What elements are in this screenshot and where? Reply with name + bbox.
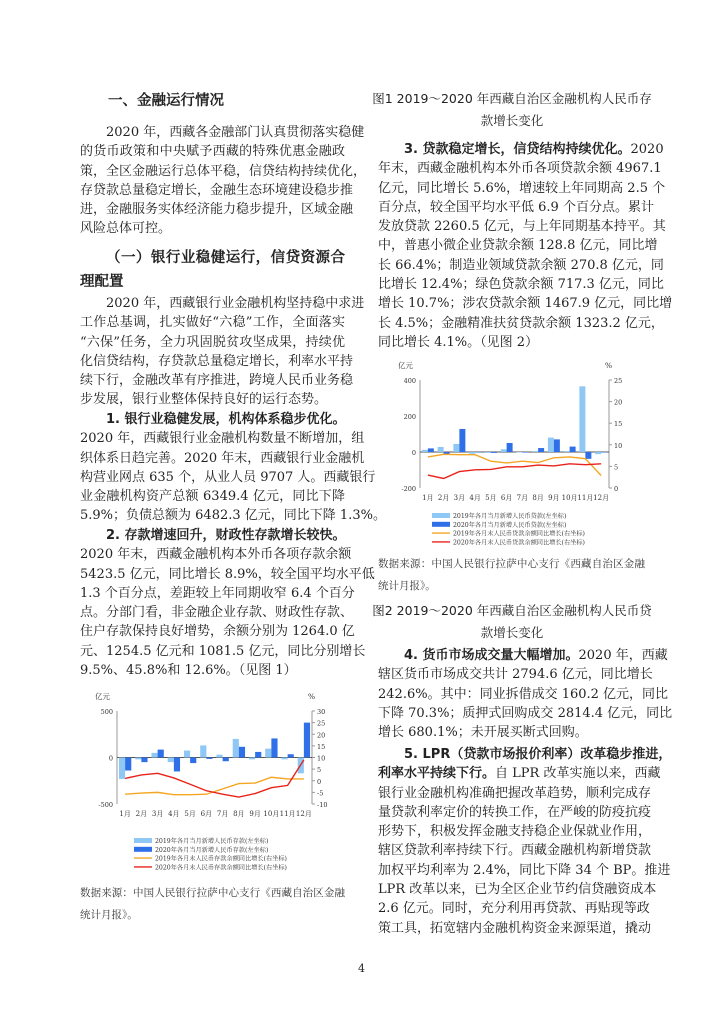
month-label: 6月 xyxy=(200,810,213,818)
bar-2020 xyxy=(507,443,513,452)
legend-swatch xyxy=(134,847,152,852)
legend-label: 2020年各月末人民币存款余额同比增长(右坐标) xyxy=(155,864,287,872)
bar-2019 xyxy=(184,751,190,758)
month-label: 12月 xyxy=(593,494,610,502)
left-tick-label: -200 xyxy=(401,485,416,493)
month-label: 5月 xyxy=(184,810,196,818)
month-label: 8月 xyxy=(233,810,245,818)
bar-2019 xyxy=(501,449,507,452)
bold-lead: 4. 货币市场成交量大幅增加。 xyxy=(404,648,579,663)
right-unit-label: % xyxy=(308,692,316,701)
item-4-paragraph xyxy=(378,646,673,742)
text-line: 形势下，积极发挥金融支持稳企业保就业作用， xyxy=(378,824,652,840)
bar-2020 xyxy=(475,452,481,453)
bar-2020 xyxy=(239,747,245,758)
bar-2019 xyxy=(151,753,157,758)
bar-2019 xyxy=(249,758,255,760)
month-label: 11月 xyxy=(577,494,594,502)
text-line: 5423.5 亿元，同比增长 8.9%，较全国平均水平低 xyxy=(80,566,375,582)
bar-2020 xyxy=(601,452,607,453)
bar-2020 xyxy=(255,752,261,758)
text-line xyxy=(378,646,668,665)
text-line: 理配置 xyxy=(80,274,124,290)
bold-lead: 3. 贷款稳定增长，信贷结构持续优化。 xyxy=(404,142,631,157)
text-line: 策，全区金融运行总体平稳，信贷结构持续优化， xyxy=(80,163,367,179)
text-line: 图2 2019～2020 年西藏自治区金融机构人民币贷 xyxy=(372,603,652,618)
bar-2019 xyxy=(516,452,522,453)
text-line: 业金融机构资产总额 6349.4 亿元，同比下降 xyxy=(80,489,345,505)
legend-label: 2020年各月当月新增人民币存款(左坐标) xyxy=(155,846,269,854)
text-line: 增长 680.1%；未开展买断式回购。 xyxy=(378,725,588,741)
bar-2020 xyxy=(271,738,277,757)
text-line: 加权平均利率为 2.4%，同比下降 34 个 BP。推进 xyxy=(378,862,671,878)
bar-2019 xyxy=(564,451,570,452)
line-text: 2020 xyxy=(630,142,664,157)
bar-2019 xyxy=(265,749,271,758)
text-line xyxy=(378,745,672,764)
bar-2019 xyxy=(548,438,554,452)
line-text: 自 LPR 改革实施以来，西藏 xyxy=(495,766,661,782)
text-line: 步发展，银行业整体保持良好的运行态势。 xyxy=(80,392,328,408)
legend-label: 2019年各月末人民币贷款余额同比增长(右坐标) xyxy=(453,530,585,538)
line-text: 2020 年，西藏 xyxy=(578,648,668,663)
right-tick-label: 30 xyxy=(317,708,326,716)
bar-2020 xyxy=(174,758,180,772)
bar-2019 xyxy=(233,739,239,758)
text-line: 242.6%。其中：同业拆借成交 160.2 亿元，同比 xyxy=(378,686,669,702)
text-line: 存贷款总量稳定增长，金融生态环境建设稳步推 xyxy=(80,182,354,198)
text-line: 的货币政策和中央赋予西藏的特殊优惠金融政 xyxy=(80,144,345,160)
text-line: 构营业网点 635 个，从业人员 9707 人。西藏银行 xyxy=(80,469,376,485)
month-label: 7月 xyxy=(216,810,229,818)
text-line: 织体系日趋完善。2020 年末，西藏银行业金融机 xyxy=(80,450,365,466)
text-line: 年末，西藏金融机构本外币各项贷款余额 4967.1 xyxy=(378,161,662,177)
item-1-paragraph xyxy=(80,410,386,526)
right-tick-label: 10 xyxy=(317,754,326,763)
text-line: 长 4.5%；金融精准扶贫贷款余额 1323.2 亿元， xyxy=(378,315,664,331)
text-line: 统计月报》。 xyxy=(80,909,138,921)
text-line: 下降 70.3%；质押式回购成交 2814.4 亿元，同比 xyxy=(378,705,673,721)
text-line: 风险总体可控。 xyxy=(80,221,172,237)
text-line: （一）银行业稳健运行，信贷资源合 xyxy=(106,250,345,266)
bold-lead: 2. 存款增速回升，财政性存款增长较快。 xyxy=(106,528,346,543)
bar-2020 xyxy=(304,723,310,758)
text-line: 工作总基调，扎实做好“六稳”工作，全面落实 xyxy=(80,315,345,331)
bold-lead: 利率水平持续下行。 xyxy=(378,766,496,782)
legend-label: 2019年各月当月新增人民币存款(左坐标) xyxy=(155,838,269,845)
left-tick-label: -500 xyxy=(98,801,113,809)
text-line: 2.6 亿元。同时，充分利用再贷款、再贴现等政 xyxy=(378,901,650,917)
right-tick-label: 5 xyxy=(614,463,619,472)
legend-label: 2019年各月末人民币存款余额同比增长(右坐标) xyxy=(155,855,287,863)
text-line: 2020 年，西藏各金融部门认真贯彻落实稳健 xyxy=(106,125,365,140)
bar-2019 xyxy=(119,758,125,779)
text-line: 2020 年末，西藏金融机构本外币各项存款余额 xyxy=(80,547,352,563)
month-label: 12月 xyxy=(295,810,312,818)
item-3-paragraph xyxy=(378,140,673,352)
legend-label: 2020年各月末人民币贷款余额同比增长(右坐标) xyxy=(453,539,585,547)
bar-2020 xyxy=(491,452,497,453)
bar-2020 xyxy=(223,758,229,762)
month-label: 3月 xyxy=(151,810,164,818)
month-label: 11月 xyxy=(279,810,296,818)
text-line: “六保”任务，全力巩固脱贫攻坚成果，持续优 xyxy=(80,334,345,350)
right-tick-label: 15 xyxy=(317,742,326,751)
text-line: 比增长 12.4%；绿色贷款余额 717.3 亿元，同比 xyxy=(378,277,664,293)
text-line xyxy=(80,526,345,545)
month-label: 4月 xyxy=(469,494,481,502)
text-line: 中，普惠小微企业贷款余额 128.8 亿元，同比增 xyxy=(378,238,658,254)
bar-2019 xyxy=(453,444,459,452)
text-line: 5.9%；负债总额为 6482.3 亿元，同比下降 1.3%。 xyxy=(80,508,386,524)
text-line: 款增长变化 xyxy=(480,113,544,128)
left-tick-label: 0 xyxy=(411,449,416,457)
bar-2020 xyxy=(125,758,131,771)
bar-2020 xyxy=(522,452,528,453)
left-tick-label: 500 xyxy=(100,708,113,716)
legend-label: 2019年各月当月新增人民币贷款(左坐标) xyxy=(453,513,567,520)
text-line: 2020 年，西藏银行业金融机构数量不断增加，组 xyxy=(80,431,365,447)
right-tick-label: -5 xyxy=(317,789,324,798)
text-line: 款增长变化 xyxy=(480,625,544,640)
month-label: 1月 xyxy=(422,494,434,502)
bar-2020 xyxy=(190,758,196,764)
bar-2019 xyxy=(438,447,444,452)
bar-2019 xyxy=(200,745,206,757)
month-label: 2月 xyxy=(135,810,148,818)
bold-lead: 5. LPR（贷款市场报价利率）改革稳步推进， xyxy=(404,747,672,762)
bar-2019 xyxy=(485,452,491,453)
intro-paragraph xyxy=(80,123,367,239)
loan-chart xyxy=(380,360,645,550)
bar-2020 xyxy=(158,750,164,758)
bar-2019 xyxy=(422,450,428,452)
text-line: 2020 年，西藏银行业金融机构坚持稳中求进 xyxy=(106,296,365,311)
text-line: 图1 2019～2020 年西藏自治区金融机构人民币存 xyxy=(372,91,652,106)
line-2019 xyxy=(428,454,601,475)
bar-2020 xyxy=(141,758,147,763)
text-line: 策工具，拓宽辖内金融机构资金来源渠道，撬动 xyxy=(378,920,652,936)
figure2-caption xyxy=(372,600,652,644)
bar-2020 xyxy=(459,429,465,452)
banking-paragraph xyxy=(80,294,365,410)
text-line: 9.5%、45.8%和 12.6%。（见图 1） xyxy=(80,663,297,679)
left-unit-label: 亿元 xyxy=(95,692,110,701)
text-line: 住户存款保持良好增势，余额分别为 1264.0 亿 xyxy=(80,624,355,640)
text-line: LPR 改革以来，已为全区企业节约信贷融资成本 xyxy=(378,882,657,898)
text-line: 亿元，同比增长 5.6%，增速较上年同期高 2.5 个 xyxy=(378,180,666,196)
text-line xyxy=(378,140,664,159)
left-tick-label: 0 xyxy=(108,754,113,763)
bar-2020 xyxy=(206,758,212,759)
text-line: 点。分部门看，非金融企业存款、财政性存款、 xyxy=(80,605,354,621)
left-tick-label: 200 xyxy=(403,413,416,421)
right-tick-label: 25 xyxy=(614,377,623,385)
month-label: 10月 xyxy=(561,494,578,502)
text-line: 1.3 个百分点，差距较上年同期收窄 6.4 个百分 xyxy=(80,585,355,601)
chart2-source xyxy=(378,553,645,597)
deposit-chart xyxy=(90,685,345,880)
right-tick-label: 15 xyxy=(614,420,623,429)
subsection-heading xyxy=(80,246,345,294)
bar-2020 xyxy=(570,447,576,452)
bar-2020 xyxy=(554,439,560,452)
text-line: 元、1254.5 亿元和 1081.5 亿元，同比分别增长 xyxy=(80,643,366,659)
left-tick-label: 400 xyxy=(403,377,416,385)
month-label: 6月 xyxy=(500,494,513,502)
bar-2019 xyxy=(579,386,585,452)
right-tick-label: 0 xyxy=(317,777,322,786)
month-label: 3月 xyxy=(453,494,466,502)
month-label: 1月 xyxy=(119,810,131,818)
legend-label: 2020年各月当月新增人民币贷款(左坐标) xyxy=(453,521,567,529)
text-line: 长 66.4%；制造业领域贷款余额 270.8 亿元，同 xyxy=(378,257,664,273)
right-tick-label: 20 xyxy=(614,398,623,407)
figure1-caption xyxy=(372,88,652,132)
bar-2019 xyxy=(168,758,174,763)
text-line xyxy=(80,410,345,429)
bar-2020 xyxy=(428,448,434,452)
text-line: 进，金融服务实体经济能力稳步提升，区域金融 xyxy=(80,202,354,218)
text-line: 统计月报》。 xyxy=(378,580,436,592)
month-label: 4月 xyxy=(168,810,180,818)
month-label: 10月 xyxy=(263,810,280,818)
page-number: 4 xyxy=(358,962,365,975)
bar-2020 xyxy=(538,448,544,452)
month-label: 9月 xyxy=(548,494,560,502)
text-line: 数据来源：中国人民银行拉萨中心支行《西藏自治区金融 xyxy=(378,558,645,570)
month-label: 2月 xyxy=(437,494,450,502)
text-line: 百分点，较全国平均水平低 6.9 个百分点。累计 xyxy=(378,199,654,215)
right-tick-label: 25 xyxy=(317,719,326,728)
item-2-paragraph xyxy=(80,526,375,680)
bar-2020 xyxy=(585,452,591,459)
text-line: 续下行，金融改革有序推进，跨境人民币业务稳 xyxy=(80,373,354,389)
text-line: 银行业金融机构准确把握改革趋势，顺利完成存 xyxy=(378,785,652,801)
bar-2020 xyxy=(288,754,294,757)
bar-2019 xyxy=(595,452,601,454)
right-unit-label: % xyxy=(605,361,613,370)
bar-2019 xyxy=(281,758,287,760)
bar-2019 xyxy=(469,452,475,454)
right-tick-label: 5 xyxy=(317,766,322,775)
month-label: 5月 xyxy=(485,494,497,502)
text-line: 量贷款利率定价的转换工作，在严峻的防疫抗疫 xyxy=(378,804,652,820)
bar-2019 xyxy=(532,451,538,452)
bar-2019 xyxy=(216,755,222,758)
text-line: 辖区贷款利率持续下行。西藏金融机构新增贷款 xyxy=(378,843,652,859)
text-line: 增长 10.7%；涉农贷款余额 1467.9 亿元，同比增 xyxy=(378,296,673,312)
text-line: 同比增长 4.1%。（见图 2） xyxy=(378,334,539,350)
text-line: 数据来源：中国人民银行拉萨中心支行《西藏自治区金融 xyxy=(80,887,345,899)
legend-swatch xyxy=(432,513,450,518)
month-label: 7月 xyxy=(516,494,529,502)
chart1-source xyxy=(80,882,345,926)
right-tick-label: 20 xyxy=(317,731,326,740)
text-line xyxy=(378,764,661,783)
text-line: 辖区货币市场成交共计 2794.6 亿元，同比增长 xyxy=(378,667,653,683)
bar-2019 xyxy=(135,758,141,760)
right-tick-label: 10 xyxy=(614,441,623,450)
text-line: 化信贷结构，存贷款总量稳定增长，利率水平持 xyxy=(80,353,354,369)
bold-lead: 1. 银行业稳健发展，机构体系稳步优化。 xyxy=(106,412,346,427)
right-tick-label: 0 xyxy=(614,485,619,493)
month-label: 8月 xyxy=(532,494,544,502)
right-tick-label: -10 xyxy=(317,801,328,809)
item-5-paragraph xyxy=(378,745,672,938)
left-unit-label: 亿元 xyxy=(398,361,413,370)
text-line: 发放贷款 2260.5 亿元，与上年同期基本持平。其 xyxy=(378,219,666,235)
month-label: 9月 xyxy=(249,810,261,818)
legend-swatch xyxy=(134,838,152,843)
legend-swatch xyxy=(432,522,450,527)
section-heading: 一、金融运行情况 xyxy=(108,93,224,109)
line-2020 xyxy=(428,464,601,479)
